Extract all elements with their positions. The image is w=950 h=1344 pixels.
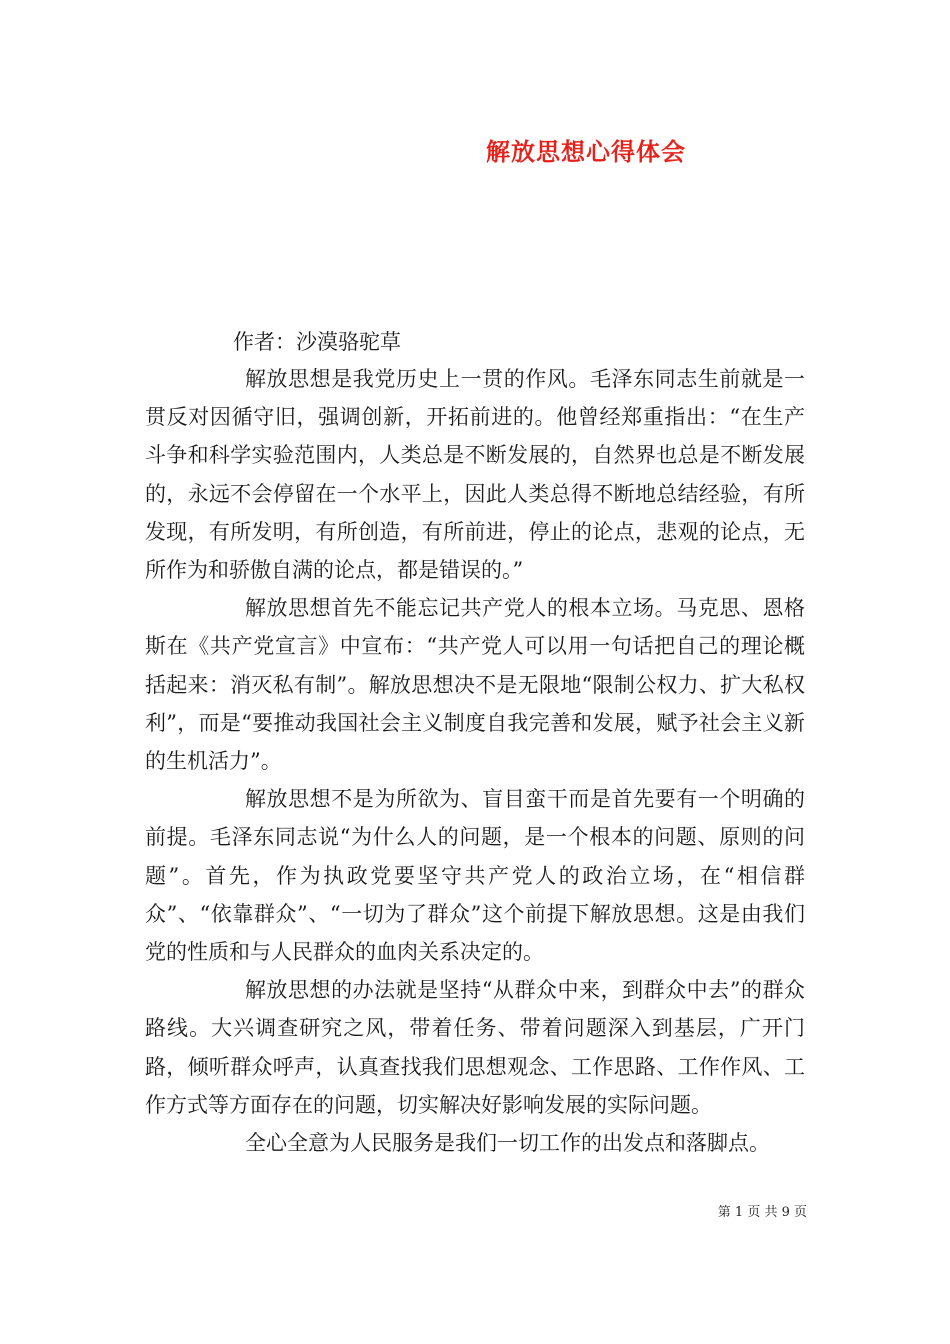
author-line: 作者：沙漠骆驼草	[233, 330, 401, 354]
paragraph: 解放思想首先不能忘记共产党人的根本立场。马克思、恩格斯在《共产党宣言》中宣布：“共产党人可以用一句话把自己的理论概括起来：消灭私有制”。解放思想决不是无限地“限制公权力、扩大私权利”，而是“要推动我国社会主义制度自我完善和发展，赋予社会主义新的生机活力”。	[145, 596, 805, 774]
paragraph: 全心全意为人民服务是我们一切工作的出发点和落脚点。	[245, 1131, 770, 1156]
document-title: 解放思想心得体会	[486, 137, 686, 166]
paragraph: 解放思想是我党历史上一贯的作风。毛泽东同志生前就是一贯反对因循守旧，强调创新，开拓前进的。他曾经郑重指出：“在生产斗争和科学实验范围内，人类总是不断发展的，自然界也总是不断发展的，永远不会停留在一个水平上，因此人类总得不断地总结经验，有所发现，有所发明，有所创造，有所前进，停止的论点，悲观的论点，无所作为和骄傲自满的论点，都是错误的。”	[145, 367, 805, 583]
page-number-footer: 第 1 页 共 9 页	[717, 1205, 807, 1220]
document-body	[145, 360, 805, 1162]
paragraph: 解放思想不是为所欲为、盲目蛮干而是首先要有一个明确的前提。毛泽东同志说“为什么人的问题，是一个根本的问题、原则的问题”。首先，作为执政党要坚守共产党人的政治立场，在“相信群众”、“依靠群众”、“一切为了群众”这个前提下解放思想。这是由我们党的性质和与人民群众的血肉关系决定的。	[145, 787, 805, 965]
paragraph: 解放思想的办法就是坚持“从群众中来，到群众中去”的群众路线。大兴调查研究之风，带着任务、带着问题深入到基层，广开门路，倾听群众呼声，认真查找我们思想观念、工作思路、工作作风、工作方式等方面存在的问题，切实解决好影响发展的实际问题。	[145, 978, 805, 1117]
